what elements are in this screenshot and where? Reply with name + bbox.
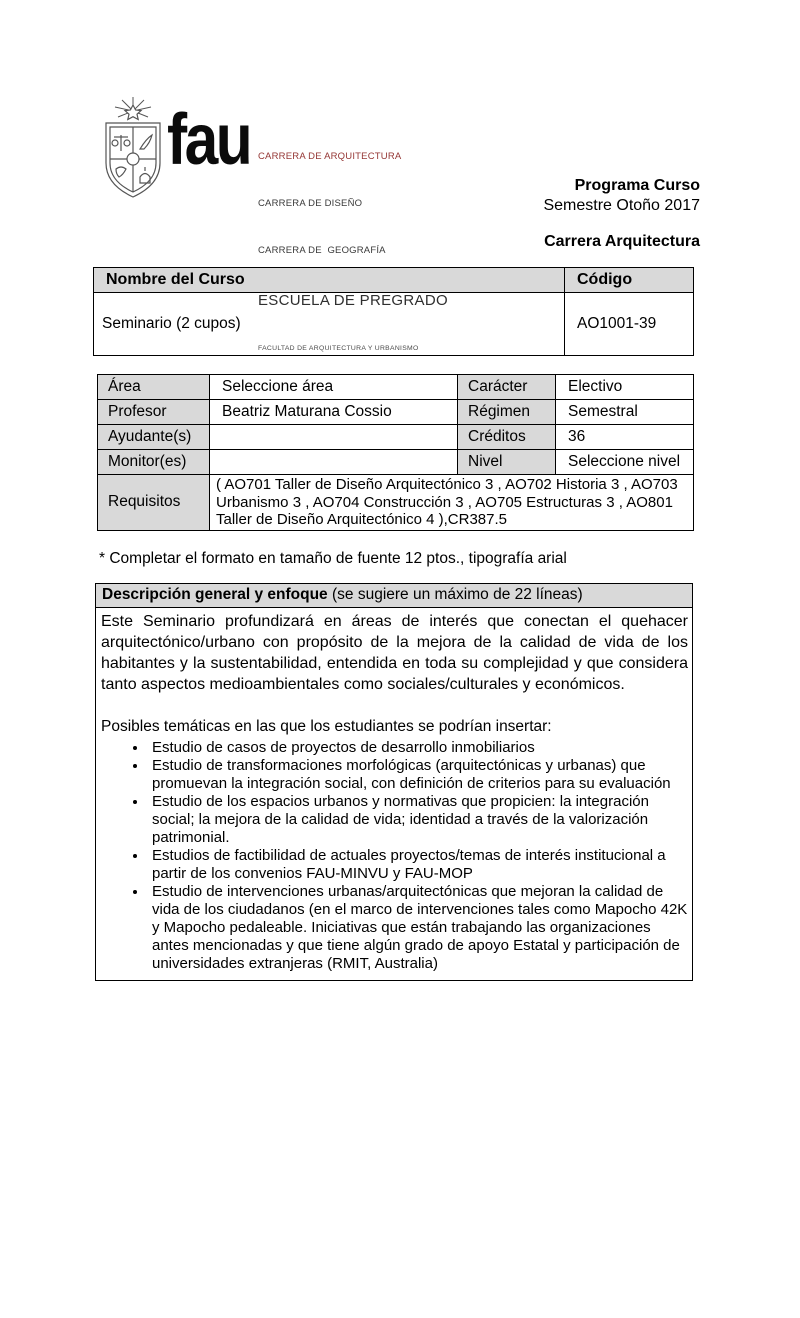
description-intro: Posibles temáticas en las que los estudiantes se podrían insertar: bbox=[101, 718, 552, 735]
description-header-hint: (se sugiere un máximo de 22 líneas) bbox=[327, 586, 583, 603]
logo-escuela-pregrado: ESCUELA DE PREGRADO bbox=[258, 292, 448, 310]
profesor-value: Beatriz Maturana Cossio bbox=[210, 400, 458, 425]
ayudantes-label: Ayudante(s) bbox=[98, 425, 210, 450]
ayudantes-value bbox=[210, 425, 458, 450]
list-item: • Estudios de factibilidad de actuales proyectos/temas de interés institucional a partir de los convenios FAU-MINVU y FAU-MOP bbox=[148, 847, 688, 883]
nivel-value: Seleccione nivel bbox=[556, 450, 694, 475]
format-note: * Completar el formato en tamaño de fuente 12 ptos., tipografía arial bbox=[99, 550, 567, 567]
doc-title: Programa Curso bbox=[574, 177, 700, 194]
course-code-value: AO1001-39 bbox=[565, 293, 694, 356]
list-item: • Estudio de los espacios urbanos y normativas que propicien: la integración social; la mejora de la calidad de vida; identidad a través de la valorización patrimonial. bbox=[148, 793, 688, 847]
caracter-label: Carácter bbox=[458, 375, 556, 400]
bullet-list bbox=[101, 739, 688, 973]
doc-header bbox=[543, 176, 700, 252]
area-value: Seleccione área bbox=[210, 375, 458, 400]
spacer bbox=[101, 695, 688, 716]
requisitos-label: Requisitos bbox=[98, 475, 210, 531]
nivel-label: Nivel bbox=[458, 450, 556, 475]
list-item: • Estudio de transformaciones morfológicas (arquitectónicas y urbanas) que promuevan la integración social, con definición de criterios para su evaluación bbox=[148, 757, 688, 793]
requisitos-value: ( AO701 Taller de Diseño Arquitectónico 3 , AO702 Historia 3 , AO703 Urbanismo 3 , AO704 Construcción 3 , AO705 Estructuras 3 , AO801 Taller de Diseño Arquitectónico 4 ),CR387.5 bbox=[210, 475, 694, 531]
table-row bbox=[98, 450, 694, 475]
university-crest-icon bbox=[102, 97, 164, 201]
description-paragraph: Este Seminario profundizará en áreas de interés que conectan el quehacer arquitectónico/urbano con propósito de la mejora de la calidad de vida de los habitantes y la sustentabilidad, entendida en toda su complejidad y que considera tanto aspectos medioambientales como sociales/culturales y económicos. bbox=[101, 613, 688, 693]
doc-career: Carrera Arquitectura bbox=[544, 233, 700, 250]
monitores-value bbox=[210, 450, 458, 475]
caracter-value: Electivo bbox=[556, 375, 694, 400]
area-label: Área bbox=[98, 375, 210, 400]
course-table bbox=[93, 267, 694, 356]
regimen-label: Régimen bbox=[458, 400, 556, 425]
description-header-title: Descripción general y enfoque bbox=[102, 586, 328, 603]
doc-semester: Semestre Otoño 2017 bbox=[543, 197, 700, 214]
course-name-header: Nombre del Curso bbox=[94, 268, 565, 293]
course-code-header: Código bbox=[565, 268, 694, 293]
table-row bbox=[98, 375, 694, 400]
logo-carrera-geografia: CARRERA DE GEOGRAFÍA bbox=[258, 244, 386, 256]
creditos-label: Créditos bbox=[458, 425, 556, 450]
logo-carrera-diseno: CARRERA DE DISEÑO bbox=[258, 197, 363, 209]
table-row bbox=[98, 475, 694, 531]
profesor-label: Profesor bbox=[98, 400, 210, 425]
logo-facultad: FACULTAD DE ARQUITECTURA Y URBANISMO bbox=[258, 345, 419, 353]
list-item: • Estudio de casos de proyectos de desarrollo inmobiliarios bbox=[148, 739, 688, 757]
course-name-value: Seminario (2 cupos) bbox=[94, 293, 565, 356]
creditos-value: 36 bbox=[556, 425, 694, 450]
logo-carrera-arquitectura: CARRERA DE ARQUITECTURA bbox=[258, 151, 402, 162]
description-body bbox=[96, 608, 692, 980]
monitores-label: Monitor(es) bbox=[98, 450, 210, 475]
regimen-value: Semestral bbox=[556, 400, 694, 425]
details-table bbox=[97, 374, 694, 531]
list-item: • Estudio de intervenciones urbanas/arquitectónicas que mejoran la calidad de vida de los ciudadanos (en el marco de intervenciones tales como Mapocho 42K y Mapocho pedaleable. Iniciativas que están trabajando las organizaciones antes mencionadas y que tiene algún grado de apoyo Estatal y participación de universidades extranjeras (RMIT, Australia) bbox=[148, 883, 688, 973]
description-section bbox=[95, 583, 693, 981]
description-header bbox=[96, 584, 692, 608]
table-row bbox=[98, 400, 694, 425]
table-row bbox=[98, 425, 694, 450]
fau-wordmark: fau bbox=[167, 100, 251, 180]
